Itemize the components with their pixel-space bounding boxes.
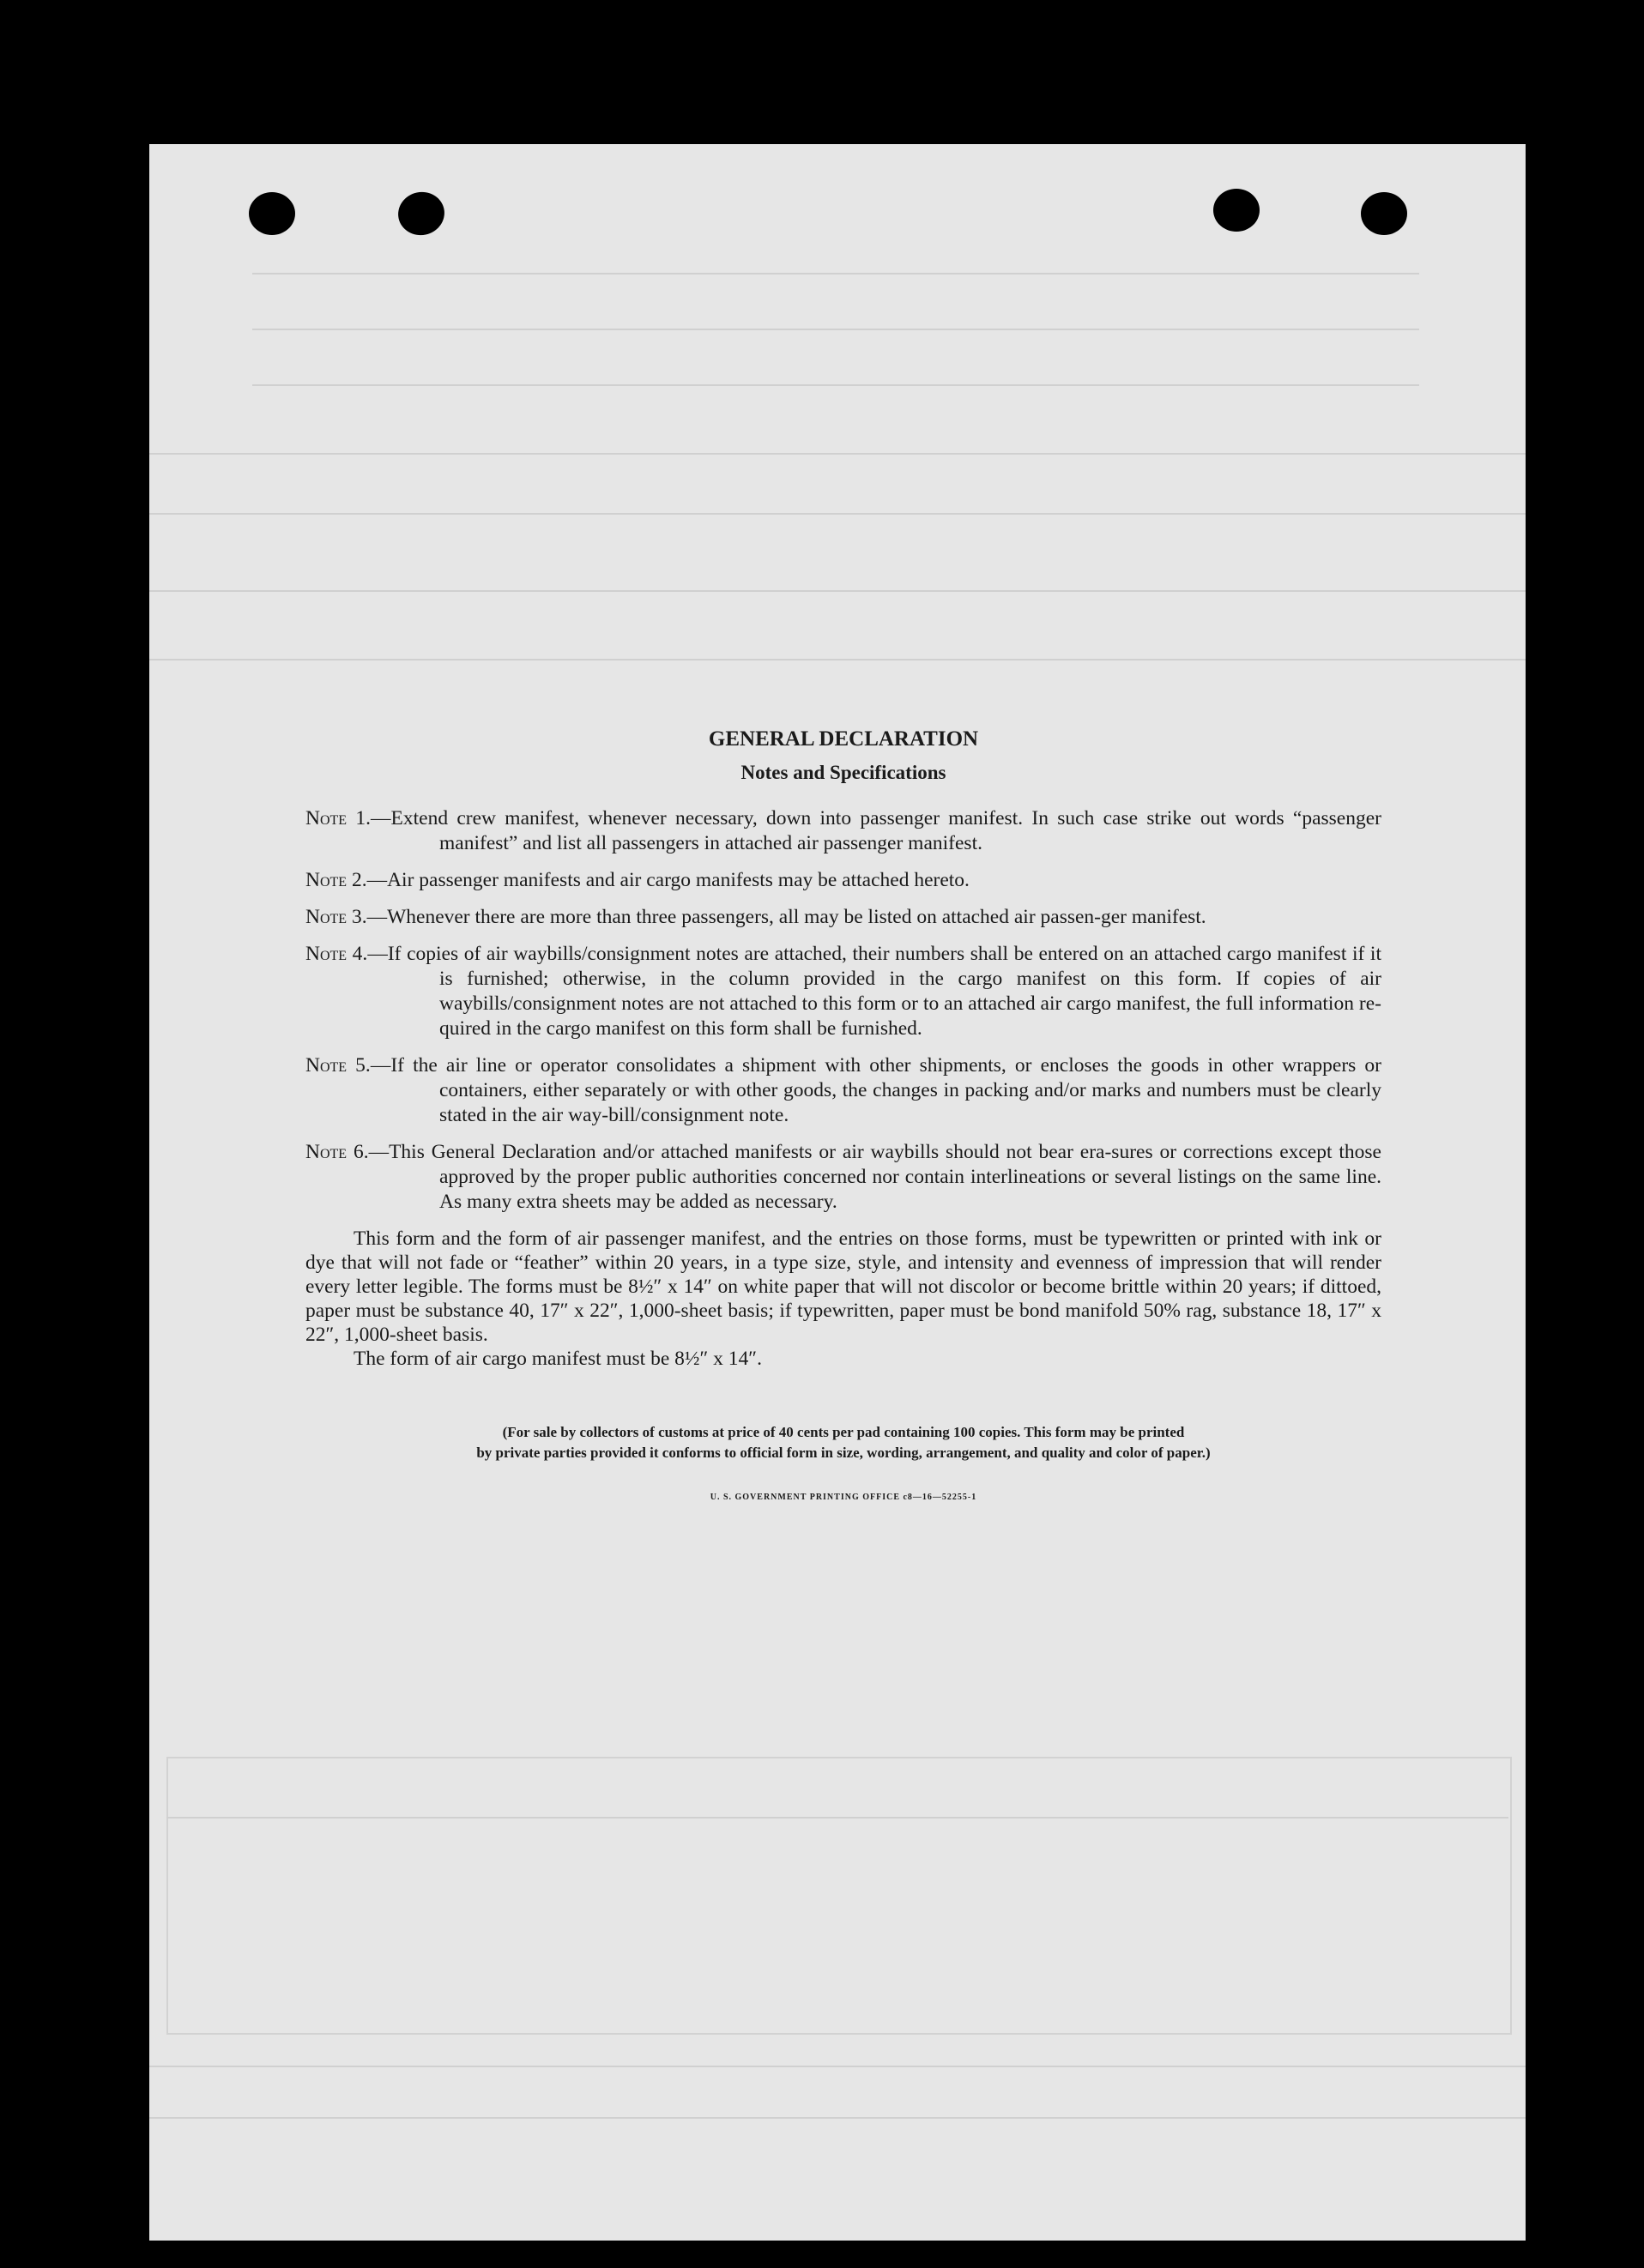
sale-notice-line-2: by private parties provided it conforms to official form in size, wording, arrangement, and quality and color of paper.) [476, 1445, 1211, 1461]
note-label: Note 4. [305, 943, 368, 965]
page-title: GENERAL DECLARATION [708, 727, 979, 751]
sale-notice-line-1: (For sale by collectors of customs at price of 40 cents per pad containing 100 copies. This form may be printed [502, 1424, 1185, 1440]
note-5 [305, 1053, 1381, 1128]
specification-text: This form and the form of air passenger manifest, and the entries on those forms, must be typewritten or printed with ink or dye that will not fade or “feather” within 20 years, in a type size, style, and intensity and evenness of impression that will render every letter legible. The forms must be 8½″ x 14″ on white paper that will not discolor or become brittle within 20 years; if dittoed, paper must be substance 40, 17″ x 22″, 1,000-sheet basis; if typewritten, paper must be bond manifold 50% rag, substance 18, 17″ x 22″, 1,000-sheet basis. [305, 1227, 1381, 1346]
note-label: Note 3. [305, 906, 367, 928]
specification-paragraph [305, 1227, 1381, 1371]
punch-hole [394, 188, 448, 239]
page-subtitle: Notes and Specifications [740, 762, 946, 783]
note-label: Note 5. [305, 1054, 371, 1077]
notes-content [305, 727, 1381, 1502]
cargo-size-line: The form of air cargo manifest must be 8½″ x 14″. [354, 1348, 762, 1370]
note-text: —This General Declaration and/or attached manifests or air waybills should not bear era-sures or corrections except those approved by the proper public authorities concerned nor contain interlineations or several listings on the same line. As many extra sheets may be added as necessary. [368, 1141, 1381, 1213]
document-page [149, 144, 1526, 2241]
note-1 [305, 806, 1381, 856]
note-label: Note 6. [305, 1141, 369, 1163]
note-text: —If copies of air waybills/consignment notes are attached, their numbers shall be entered on an attached cargo manifest if it is furnished; otherwise, in the column provided in the cargo manifest on this form. If copies of air waybills/consignment notes are not attached to this form or to an attached air cargo manifest, the full information re-quired in the cargo manifest on this form shall be furnished. [367, 943, 1381, 1040]
sale-notice [305, 1422, 1381, 1463]
note-label: Note 2. [305, 869, 367, 891]
punch-hole [1213, 189, 1260, 232]
note-2 [305, 868, 1381, 893]
punch-hole [249, 192, 295, 235]
punch-hole [1361, 192, 1407, 235]
note-3 [305, 905, 1381, 930]
note-text: —Extend crew manifest, whenever necessary, down into passenger manifest. In such case strike out words “passenger manifest” and list all passengers in attached air passenger manifest. [371, 807, 1381, 854]
gpo-imprint: U. S. GOVERNMENT PRINTING OFFICE c8—16—52255-1 [710, 1493, 977, 1502]
note-6 [305, 1140, 1381, 1215]
note-label: Note 1. [305, 807, 371, 829]
note-text: —If the air line or operator consolidates a shipment with other shipments, or encloses the goods in other wrappers or containers, either separately or with other goods, the changes in packing and/or marks and numbers must be clearly stated in the air way-bill/consignment note. [370, 1054, 1381, 1126]
note-4 [305, 942, 1381, 1041]
note-text: —Whenever there are more than three passengers, all may be listed on attached air passen-ger manifest. [366, 906, 1206, 928]
note-text: —Air passenger manifests and air cargo manifests may be attached hereto. [366, 869, 970, 891]
